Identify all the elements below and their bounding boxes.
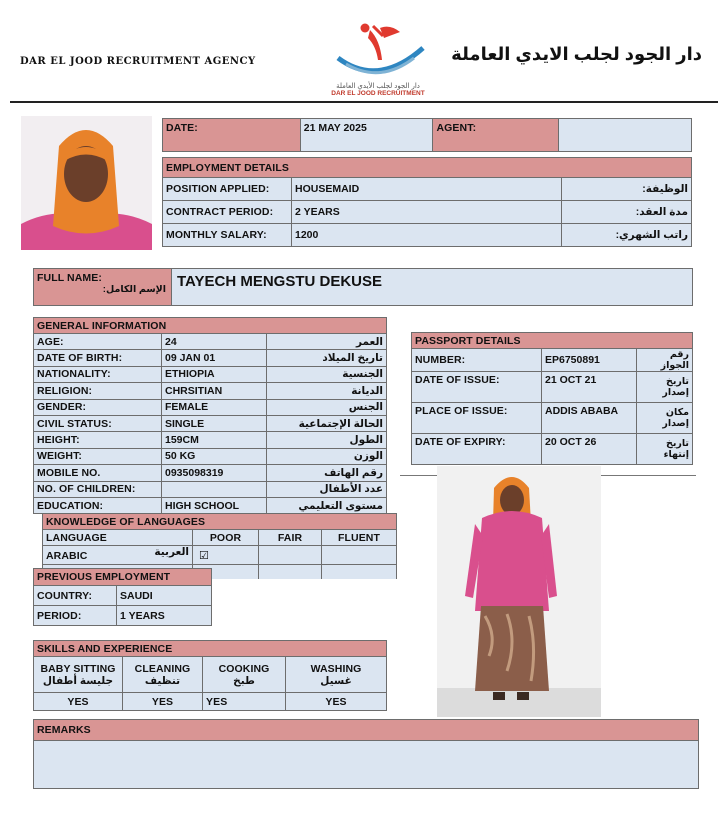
general-row [34, 350, 387, 366]
general-row [34, 383, 387, 399]
contract-label-ar: مدة العقد: [562, 201, 692, 224]
children-value [162, 481, 267, 497]
fair-col-header: FAIR [259, 530, 322, 546]
agent-label: AGENT: [433, 119, 559, 152]
issue-date-label: DATE OF ISSUE: [412, 372, 542, 403]
fullname-label: FULL NAME: [37, 272, 102, 284]
skill-name: BABY SITTING [40, 662, 116, 675]
general-row [34, 481, 387, 497]
general-row [34, 399, 387, 415]
logo-text-ar: دار الجود لجلب الأيدي العاملة [336, 83, 420, 90]
skill-value: YES [34, 693, 123, 711]
civil-status-value: SINGLE [162, 415, 267, 431]
age-label: AGE: [34, 334, 162, 350]
logo-figure-icon [318, 18, 438, 80]
issue-date-label-ar: تاريخ إصدار [637, 372, 693, 403]
employment-row [163, 201, 692, 224]
position-label: POSITION APPLIED: [163, 178, 292, 201]
agent-value [559, 119, 692, 152]
remarks-title: REMARKS [34, 720, 699, 741]
mobile-value: 0935098319 [162, 465, 267, 481]
issue-place-value: ADDIS ABABA [542, 403, 637, 434]
passport-row [412, 372, 693, 403]
nationality-label-ar: الجنسية [267, 366, 387, 382]
nationality-value: ETHIOPIA [162, 366, 267, 382]
date-label: DATE: [163, 119, 301, 152]
language-row [43, 546, 397, 565]
header-divider [10, 101, 718, 103]
period-value: 1 YEARS [117, 606, 212, 626]
fullname-value: TAYECH MENGSTU DEKUSE [172, 269, 693, 306]
civil-status-label: CIVIL STATUS: [34, 415, 162, 431]
passport-row [412, 434, 693, 465]
agency-name-ar: دار الجود لجلب الايدي العاملة [451, 44, 702, 64]
passport-title: PASSPORT DETAILS [412, 333, 693, 349]
passport-number-value: EP6750891 [542, 349, 637, 372]
general-row [34, 415, 387, 431]
skill-name: CLEANING [134, 662, 191, 675]
skill-name-ar: غسيل [320, 674, 352, 687]
education-value: HIGH SCHOOL [162, 497, 267, 513]
religion-label-ar: الديانة [267, 383, 387, 399]
country-value: SAUDI [117, 586, 212, 606]
mobile-label: MOBILE NO. [34, 465, 162, 481]
previous-row [34, 586, 212, 606]
applicant-portrait-photo [21, 116, 152, 250]
dob-label-ar: تاريخ الميلاد [267, 350, 387, 366]
skill-cooking [203, 657, 286, 693]
previous-row [34, 606, 212, 626]
age-value: 24 [162, 334, 267, 350]
height-value: 159CM [162, 432, 267, 448]
age-label-ar: العمر [267, 334, 387, 350]
skill-value: YES [203, 693, 286, 711]
gender-label-ar: الجنس [267, 399, 387, 415]
employment-row [163, 224, 692, 247]
passport-row [412, 403, 693, 434]
skill-baby-sitting [34, 657, 123, 693]
period-label: PERIOD: [34, 606, 117, 626]
language-name-ar: العربية [154, 546, 189, 558]
issue-date-value: 21 OCT 21 [542, 372, 637, 403]
education-label-ar: مستوى التعليمي [267, 497, 387, 513]
general-row [34, 432, 387, 448]
religion-value: CHRSITIAN [162, 383, 267, 399]
fluent-checkbox [322, 546, 397, 565]
language-name: ARABIC [46, 550, 88, 562]
passport-number-label-ar: رقم الجواز [637, 349, 693, 372]
date-value: 21 MAY 2025 [300, 119, 433, 152]
skill-cleaning [123, 657, 203, 693]
general-row [34, 448, 387, 464]
issue-place-label-ar: مكان إصدار [637, 403, 693, 434]
fair-checkbox [259, 546, 322, 565]
skill-name-ar: تنظيف [144, 674, 181, 687]
poor-checkbox: ☑ [193, 546, 259, 565]
salary-label-ar: راتب الشهري: [562, 224, 692, 247]
skill-washing [286, 657, 387, 693]
languages-title: KNOWLEDGE OF LANGUAGES [43, 514, 397, 530]
position-label-ar: الوظيفة: [562, 178, 692, 201]
applicant-full-body-photo [437, 466, 601, 717]
skill-value: YES [286, 693, 387, 711]
weight-label-ar: الوزن [267, 448, 387, 464]
agency-name-en: DAR EL JOOD RECRUITMENT AGENCY [20, 56, 256, 67]
passport-row [412, 349, 693, 372]
height-label: HEIGHT: [34, 432, 162, 448]
passport-number-label: NUMBER: [412, 349, 542, 372]
weight-label: WEIGHT: [34, 448, 162, 464]
religion-label: RELIGION: [34, 383, 162, 399]
skill-name: COOKING [218, 662, 270, 675]
logo-text-en: DAR EL JOOD RECRUITMENT [331, 90, 425, 97]
country-label: COUNTRY: [34, 586, 117, 606]
expiry-date-value: 20 OCT 26 [542, 434, 637, 465]
civil-status-label-ar: الحالة الإجتماعية [267, 415, 387, 431]
skill-name-ar: طبخ [233, 674, 255, 687]
nationality-label: NATIONALITY: [34, 366, 162, 382]
employment-row [163, 178, 692, 201]
expiry-date-label: DATE OF EXPIRY: [412, 434, 542, 465]
dob-label: DATE OF BIRTH: [34, 350, 162, 366]
children-label: NO. OF CHILDREN: [34, 481, 162, 497]
general-row [34, 366, 387, 382]
expiry-date-label-ar: تاريخ إنتهاء [637, 434, 693, 465]
general-row [34, 334, 387, 350]
employment-title: EMPLOYMENT DETAILS [163, 158, 692, 178]
skills-title: SKILLS AND EXPERIENCE [34, 641, 387, 657]
contract-label: CONTRACT PERIOD: [163, 201, 292, 224]
skill-value: YES [123, 693, 203, 711]
skill-name: WASHING [310, 662, 362, 675]
position-value: HOUSEMAID [292, 178, 562, 201]
education-label: EDUCATION: [34, 497, 162, 513]
gender-label: GENDER: [34, 399, 162, 415]
fullname-label-ar: الإسم الكامل: [102, 284, 166, 295]
poor-col-header: POOR [193, 530, 259, 546]
children-label-ar: عدد الأطفال [267, 481, 387, 497]
contract-value: 2 YEARS [292, 201, 562, 224]
mobile-label-ar: رقم الهاتف [267, 465, 387, 481]
salary-label: MONTHLY SALARY: [163, 224, 292, 247]
agency-logo [318, 18, 438, 102]
dob-value: 09 JAN 01 [162, 350, 267, 366]
height-label-ar: الطول [267, 432, 387, 448]
language-col-header: LANGUAGE [43, 530, 193, 546]
weight-value: 50 KG [162, 448, 267, 464]
previous-title: PREVIOUS EMPLOYMENT [34, 569, 212, 586]
salary-value: 1200 [292, 224, 562, 247]
issue-place-label: PLACE OF ISSUE: [412, 403, 542, 434]
skill-name-ar: جليسة أطفال [42, 674, 114, 687]
gender-value: FEMALE [162, 399, 267, 415]
remarks-value [34, 741, 699, 789]
general-title: GENERAL INFORMATION [34, 318, 387, 334]
general-row [34, 497, 387, 513]
general-row [34, 465, 387, 481]
fluent-col-header: FLUENT [322, 530, 397, 546]
